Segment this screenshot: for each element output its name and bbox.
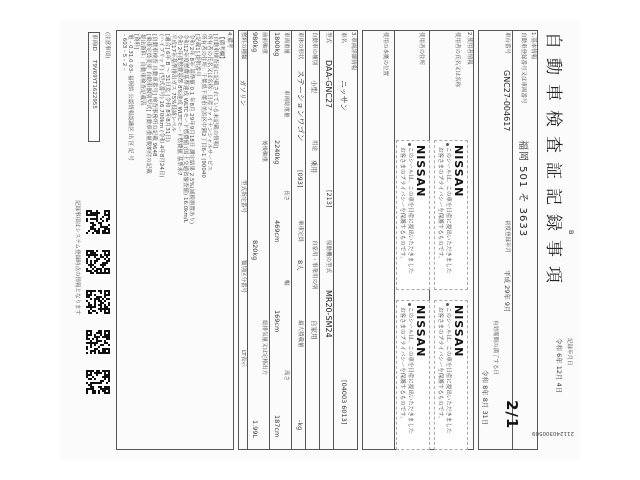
qr-code <box>86 370 110 394</box>
qr-caption: 記録事項はシステム登録時点の情報となります <box>74 200 80 315</box>
remark-line: 提出資料：自動車検査記載表 <box>139 34 146 106</box>
section-basic: 1.基本情報 <box>530 32 536 60</box>
remark-line: [資料] <box>133 34 140 50</box>
qr-code <box>86 210 110 234</box>
record-date-label: 記録年月日 <box>566 338 572 366</box>
nissan-logo: NISSAN <box>452 305 465 358</box>
sticker-line-1: このシールは、この車を日産に提出いただきました <box>407 147 413 274</box>
vehicle-id: T9V69YT1622955 <box>91 60 97 109</box>
sticker-line-2: お客さまのプライバシーを保護するものです。 <box>399 147 405 262</box>
nissan-logo: NISSAN <box>414 145 427 198</box>
max-load: -kg <box>296 420 304 431</box>
sheet-mark: B <box>567 230 575 235</box>
remark-line: 所有者の住所：千葉県千葉市美浜区中瀬2丁目6-1 (90040 <box>199 34 206 178</box>
height: 187cm <box>273 415 281 438</box>
type-code: [213] <box>325 190 333 208</box>
sticker-line-2: お客さまのプライバシーを保護するものです。 <box>437 307 443 422</box>
capacity: 8人 <box>296 260 304 271</box>
expiry-label: 有効期間の満了する日 <box>492 320 498 376</box>
vin-label: 車台番号 <box>504 32 510 55</box>
bullet-icon <box>446 303 449 306</box>
type-cert-label: 型式指定番号 <box>240 180 246 214</box>
maker: ニッサン <box>339 80 348 112</box>
section-remarks: 4.備考 <box>226 32 232 49</box>
displacement-label: 総排気量又は定格出力 <box>261 320 267 376</box>
qr-code-icon <box>86 250 110 274</box>
height-label: 高さ <box>283 370 289 382</box>
section-vehicle: 3.車両詳細情報 <box>350 32 356 71</box>
body-shape: ステーションワゴン <box>296 70 305 142</box>
remark-line: 令和 2年度燃費基準 8%達成 WLTCモード燃費値 基準米7 <box>175 34 182 176</box>
width: 169cm <box>273 310 281 333</box>
lt-label: LT表示 <box>240 350 246 367</box>
rear-axle-label: 後後軸重 <box>261 140 267 163</box>
capacity-label: 乗車定員 <box>297 220 303 243</box>
sticker-line-1: このシールは、この車を日産に提出いただきました <box>445 307 451 434</box>
qr-code <box>86 290 110 314</box>
nissan-logo: NISSAN <box>414 305 427 358</box>
max-load-label: 最大積載量 <box>297 320 303 348</box>
engine: MR20-SM24 <box>324 290 333 338</box>
vehicle-type: DAA-GNC27 <box>324 60 333 109</box>
nissan-logo: NISSAN <box>452 145 465 198</box>
vehicle-weight: 1800kg <box>273 32 281 57</box>
qr-code-icon <box>86 330 110 354</box>
use-label: 用途 <box>311 140 317 152</box>
remark-line: 所有者の氏名又は名称：日産ファイナンシャルサービス <box>205 34 212 171</box>
nissan-privacy-sticker <box>434 140 468 290</box>
user-name-label: 使用者の氏名又は名称 <box>454 32 460 88</box>
displacement: 1.99L <box>251 420 259 439</box>
length-label: 長さ <box>283 190 289 202</box>
remark-line: [乗車定員変更 自動車個別型式] 自動車重量税納付の記載 <box>145 34 152 174</box>
base-location-label: 使用の本拠の位置 <box>382 32 388 77</box>
qr-code-icon <box>86 370 110 394</box>
serial-number: 2112403005​09 <box>532 430 574 437</box>
maker-code: [04003 6013] <box>340 380 348 425</box>
bullet-icon <box>446 143 449 146</box>
remark-line: 令和12年度燃費基準達成 WLTCモード燃費値 (国土交通省審査値) 16.0km/L <box>181 34 188 223</box>
usage-label: 自家用・事業用の別 <box>311 240 317 290</box>
remark-line: (ハイブリッド) (型式番号) 16.700km (令和 4年8月24日) <box>157 34 164 178</box>
remark-line: 平成17年基準排出ガス 75%低減レベル <box>169 34 176 132</box>
nissan-privacy-sticker <box>434 300 468 450</box>
remark-line: [自動車検査証に記載されている未記載の情報] <box>211 34 218 149</box>
notes-label: (注意事項) <box>104 32 110 59</box>
qr-code <box>86 330 110 354</box>
remark-line: [記載1] 提供番号 <box>193 34 200 77</box>
weight-label: 車両重量 <box>283 32 289 55</box>
class-code-label: 類別区分番号 <box>240 260 246 294</box>
remark-line: 電 - 0.31.0 03- 福岡県 公認情報認識区 出 区 記 号 <box>127 34 134 161</box>
bullet-icon <box>408 143 411 146</box>
type-label: 型式 <box>325 32 331 44</box>
usage: 自家用 <box>310 320 318 340</box>
body-code: [093] <box>296 170 304 188</box>
remarks-list <box>121 34 224 224</box>
gross-weight-label: 車両総重量 <box>283 90 289 118</box>
sticker-line-2: お客さまのプライバシーを保護するものです。 <box>399 307 405 422</box>
remark-line: 令和 2年 8年 基準値 0.1 年8月 29年9月18日 測定結果 2.5%(減税措置あり) <box>187 34 194 224</box>
width-label: 幅 <box>283 280 289 286</box>
record-date: 令和 6年 12月 4日 <box>555 338 563 394</box>
rear-axle-weight: 820kg <box>251 240 259 261</box>
body-label: 車体の形状 <box>297 32 303 60</box>
fuel-label: 燃料の種類 <box>240 32 246 60</box>
page-number: 2/1 <box>503 400 521 430</box>
sticker-line-1: このシールは、この車を日産に提出いただきました <box>445 147 451 274</box>
vehicle-use: 乗用 <box>310 160 318 173</box>
vehicle-class: 小型 <box>310 80 318 93</box>
sticker-line-2: お客さまのプライバシーを保護するものです。 <box>437 147 443 262</box>
class-label: 自動車の種別 <box>311 32 317 66</box>
remark-line: [適合] 6年 B ～ 31日迄 (令和 8年8月31日) <box>163 34 170 142</box>
reg-number: 福岡 501 そ 3633 <box>517 140 528 238</box>
engine-label: 原動機の型式 <box>325 240 331 274</box>
front-axle-weight: 980kg <box>251 32 259 53</box>
user-address-label: 使用者の住所 <box>418 32 424 66</box>
nissan-privacy-sticker <box>396 140 430 290</box>
front-axle-label: 前前軸重 <box>261 32 267 55</box>
sticker-line-1: このシールは、この車を日産に提出いただきました <box>407 307 413 434</box>
qr-code <box>86 250 110 274</box>
expiry: 令和 8年 8月 31日 <box>481 370 489 426</box>
vehicle-id-label: 車両ID <box>91 34 97 51</box>
gross-weight: 2240kg <box>273 140 281 165</box>
nissan-privacy-sticker <box>396 300 430 450</box>
remark-line: - 603 - 5 - 2 - <box>121 34 128 70</box>
length: 469cm <box>273 220 281 243</box>
bullet-icon <box>408 303 411 306</box>
remark-line: 【備考欄】 <box>218 34 224 62</box>
section-user: 2.使用者情報 <box>466 32 472 65</box>
vin: GNC27-004617 <box>502 70 511 132</box>
qr-code-icon <box>86 210 110 234</box>
remark-line: [自動車検査 自動車番号] 検査事務所の記載 9648 <box>151 34 158 157</box>
maker-label: 車名 <box>340 32 346 44</box>
reg-number-label: 自動車登録番号又は車両番号 <box>520 32 526 104</box>
fuel: ガソリン <box>239 80 247 106</box>
first-reg-label: 初度登録年月 <box>504 220 510 254</box>
inspection-certificate-sheet <box>60 20 580 460</box>
document-title: 自動車検査証記録事項 <box>543 32 563 292</box>
first-reg: 平成 29年 9月 <box>503 270 511 313</box>
qr-code-icon <box>86 290 110 314</box>
